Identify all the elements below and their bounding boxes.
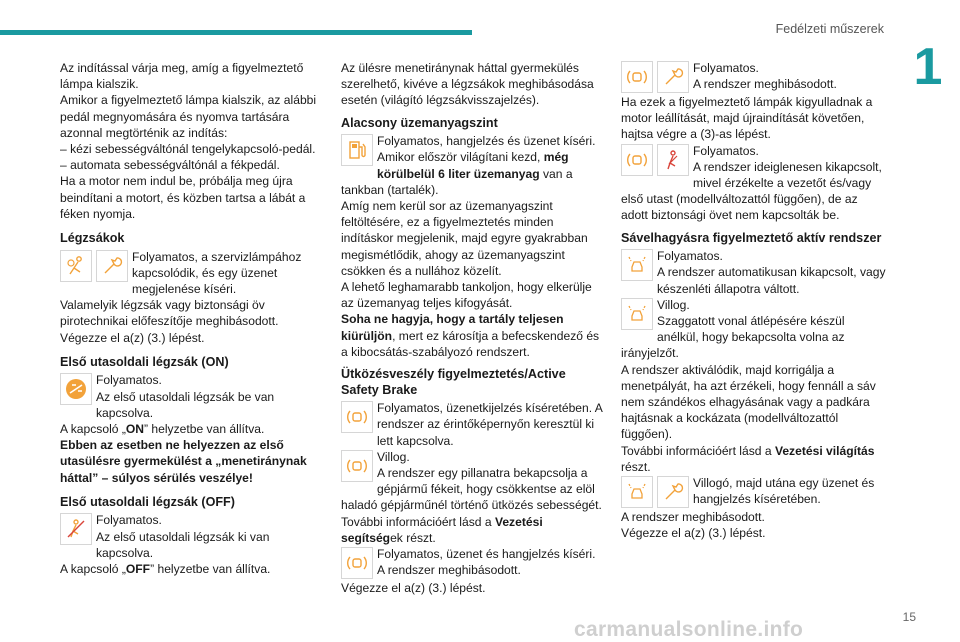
state: Villog. <box>657 297 690 312</box>
item-text: Szaggatott vonal átlépésére készül anélkül, hogy bekapcsolta volna az irányjelzőt. <box>621 314 845 361</box>
warning: Ebben az esetben ne helyezzen az első utasülésre gyermekülést a „menetiránynak háttal” – súlyos sérülés veszélye! <box>60 438 307 485</box>
airbag-on-icon <box>60 373 92 405</box>
state: Folyamatos, üzenet és hangjelzés kíséri. <box>377 547 596 562</box>
state: Folyamatos. <box>693 61 759 75</box>
heading-airbag-off: Első utasoldali légzsák (OFF) <box>60 494 235 509</box>
airbag-off-icon <box>60 513 92 545</box>
item-text: A rendszer ideiglenesen kikapcsolt, mivel érzékelte a vezetőt és/vagy első utast (modellváltozattól függően), de az adott biztonsági övet nem kapcsolták be. <box>621 159 882 223</box>
reference: További információért lásd a Vezetési világítás részt. <box>621 443 875 474</box>
item-text: A rendszer meghibásodott. <box>377 563 521 578</box>
lane-departure-icon <box>621 298 653 330</box>
column-1 <box>60 60 322 577</box>
paragraph: Az ülésre menetiránynak háttal gyermekülés szerelhető, kivéve a légzsákok meghibásodása esetén (világító légzsákvisszajelzés). <box>341 61 594 108</box>
heading-airbags: Légzsákok <box>60 231 125 246</box>
collision-warning-icon <box>341 547 373 579</box>
paragraph: Soha ne hagyja, hogy a tartály teljesen kiürüljön, mert ez károsítja a befecskendező és a kibocsátás-szabályozó rendszert. <box>341 312 600 359</box>
item-text: A rendszer automatikusan kikapcsolt, vagy készenléti állapotra váltott. <box>657 265 886 296</box>
item-text: A rendszer egy pillanatra bekapcsolja a gépjármű fékeit, hogy csökkentse az elöl haladó gépjárműnél történő ütközés sebességét. <box>341 466 602 513</box>
switch-line: A kapcsoló „ON” helyzetbe van állítva. <box>60 422 265 437</box>
wrench-icon <box>657 476 689 508</box>
fuel-text: Folyamatos, hangjelzés és üzenet kíséri. Amikor először világítani kezd, még körülbelül 6 liter üzemanyag van a tankban (tartalék). <box>341 134 596 197</box>
collision-warning-icon <box>341 450 373 482</box>
paragraph: Ha a motor nem indul be, próbálja meg újra beindítani a motort, és közben tartsa a lábát a féken nyomja. <box>60 174 306 221</box>
heading-airbag-on: Első utasoldali légzsák (ON) <box>60 354 229 369</box>
step: Végezze el a(z) (3.) lépést. <box>621 526 766 541</box>
watermark: carmanualsonline.info <box>574 618 804 641</box>
heading-low-fuel: Alacsony üzemanyagszint <box>341 115 498 130</box>
list-item: – kézi sebességváltónál tengelykapcsoló-pedál. <box>60 142 316 157</box>
paragraph: Végezze el a(z) (3.) lépést. <box>60 330 205 345</box>
column-3 <box>621 60 887 541</box>
state: Folyamatos. <box>96 513 162 528</box>
paragraph: Ha ezek a figyelmeztető lámpák kigyulladnak a motor leállítását, majd újraindítását követően, hajtsa végre a (3)-as lépést. <box>621 95 873 142</box>
paragraph: A rendszer aktiválódik, majd korrigálja a menetpályát, ha azt érzékeli, hogy fennáll a sáv nem szándékos elhagyásának vagy a padkára hajtásnak a kockázata (modellváltozattól függően). <box>621 362 876 442</box>
text: Az első utasoldali légzsák ki van kapcsolva. <box>96 529 270 560</box>
paragraph: Valamelyik légzsák vagy biztonsági öv pirotechnikai előfeszítője meghibásodott. <box>60 298 279 329</box>
state: Folyamatos. <box>693 143 759 158</box>
column-2 <box>341 60 603 596</box>
paragraph: A lehető leghamarabb tankoljon, hogy elkerülje az üzemanyag teljes kifogyását. <box>341 280 592 311</box>
heading-lane-departure: Sávelhagyásra figyelmeztető aktív rendszer <box>621 230 882 245</box>
list-item: – automata sebességváltónál a fékpedál. <box>60 158 280 173</box>
collision-warning-icon <box>341 401 373 433</box>
section-title: Fedélzeti műszerek <box>775 22 884 36</box>
lane-departure-icon <box>621 249 653 281</box>
lane-departure-icon <box>621 476 653 508</box>
paragraph: Az indítással várja meg, amíg a figyelmeztető lámpa kialszik. <box>60 61 304 92</box>
airbag-text: Folyamatos, a szervizlámpához kapcsolódik, és egy üzenet megjelenése kíséri. <box>132 249 302 297</box>
wrench-icon <box>96 250 128 282</box>
wrench-icon <box>657 61 689 93</box>
state: Villogó, majd utána egy üzenet és hangjelzés kíséretében. <box>693 476 875 507</box>
text: Az első utasoldali légzsák be van kapcsolva. <box>96 389 275 420</box>
collision-warning-icon <box>621 61 653 93</box>
heading-collision: Ütközésveszély figyelmeztetés/Active Safety Brake <box>341 367 566 397</box>
state: Folyamatos. <box>657 249 723 264</box>
fuel-pump-icon <box>341 134 373 166</box>
reference: További információért lásd a Vezetési segítségek részt. <box>341 514 543 545</box>
step: Végezze el a(z) (3.) lépést. <box>341 581 486 596</box>
seatbelt-icon <box>657 144 689 176</box>
item-text: Folyamatos, üzenetkijelzés kíséretében. A rendszer az érintőképernyőn keresztül ki lett kapcsolva. <box>377 401 603 448</box>
state: Villog. <box>377 449 410 464</box>
airbag-seat-icon <box>60 250 92 282</box>
header-accent-bar <box>0 30 472 35</box>
item-text: A rendszer meghibásodott. <box>621 510 765 525</box>
item-text: A rendszer meghibásodott. <box>693 77 837 92</box>
state: Folyamatos. <box>96 373 162 388</box>
chapter-number: 1 <box>896 38 960 96</box>
paragraph: Amikor a figyelmeztető lámpa kialszik, az alábbi pedál megnyomására és nyomva tartására azonnal megtörténik az indítás: <box>60 93 317 140</box>
switch-line: A kapcsoló „OFF” helyzetbe van állítva. <box>60 562 271 577</box>
collision-warning-icon <box>621 144 653 176</box>
page-number: 15 <box>902 610 916 624</box>
paragraph: Amíg nem kerül sor az üzemanyagszint feltöltésére, ez a figyelmeztetés minden indításkor megjelenik, majd egyre gyakrabban megismétlődik, ahogy az üzemanyagszint csökken és a nullához közelít. <box>341 199 588 278</box>
